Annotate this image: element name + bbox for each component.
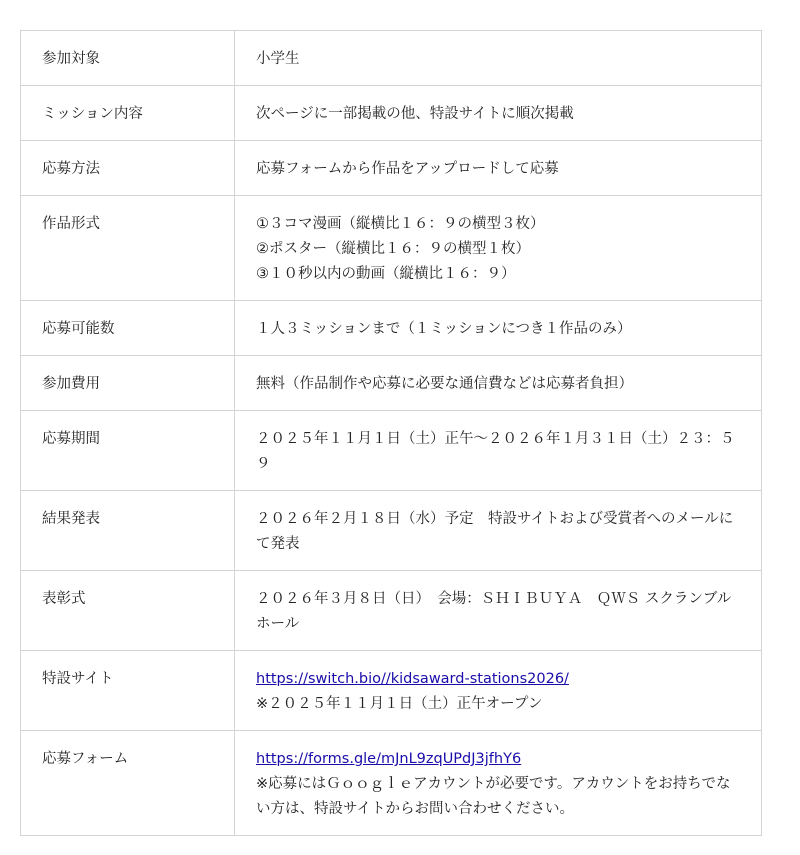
row-value-text: ②ポスター（縦横比１６：９の横型１枚） — [256, 241, 530, 257]
row-value — [235, 196, 762, 301]
table-row-target — [21, 31, 762, 86]
table-row-form — [21, 731, 762, 836]
row-label: 応募期間 — [21, 411, 235, 491]
row-value-text: ２０２５年１１月１日（土）正午〜２０２６年１月３１日（土）２３：５９ — [256, 431, 735, 472]
row-value-text: ２０２６年２月１８日（水）予定 特設サイトおよび受賞者へのメールにて発表 — [256, 511, 734, 552]
row-value-text: 小学生 — [256, 51, 300, 67]
row-value — [235, 411, 762, 491]
table-row-format — [21, 196, 762, 301]
row-label: 表彰式 — [21, 571, 235, 651]
row-value-text: ２０２６年３月８日（日） 会場：ＳＨＩＢＵＹＡ ＱＷＳ スクランブルホール — [256, 591, 732, 632]
table-row-method — [21, 141, 762, 196]
table-row-period — [21, 411, 762, 491]
info-table — [20, 30, 762, 836]
row-value-text: ※応募にはＧｏｏｇｌｅアカウントが必要です。アカウントをお持ちでない方は、特設サイトからお問い合わせください。 — [256, 776, 731, 817]
row-label: 特設サイト — [21, 651, 235, 731]
table-row-ceremony — [21, 571, 762, 651]
row-value-text: 次ページに一部掲載の他、特設サイトに順次掲載 — [256, 106, 574, 122]
row-value — [235, 31, 762, 86]
row-value-text: ①３コマ漫画（縦横比１６：９の横型３枚） — [256, 216, 545, 232]
table-row-result — [21, 491, 762, 571]
row-label: 参加費用 — [21, 356, 235, 411]
row-value — [235, 86, 762, 141]
special-site-link[interactable]: https://switch.bio//kidsaward-stations2026/ — [256, 671, 569, 687]
row-value — [235, 731, 762, 836]
row-label: 応募可能数 — [21, 301, 235, 356]
row-value-text: ※２０２５年１１月１日（土）正午オープン — [256, 696, 543, 712]
row-value-text: 応募フォームから作品をアップロードして応募 — [256, 161, 559, 177]
row-value-text: １人３ミッションまで（１ミッションにつき１作品のみ） — [256, 321, 632, 337]
table-row-site — [21, 651, 762, 731]
row-value — [235, 651, 762, 731]
table-row-count — [21, 301, 762, 356]
row-value-text: 無料（作品制作や応募に必要な通信費などは応募者負担） — [256, 376, 633, 392]
row-label: 作品形式 — [21, 196, 235, 301]
row-value — [235, 141, 762, 196]
application-form-link[interactable]: https://forms.gle/mJnL9zqUPdJ3jfhY6 — [256, 751, 522, 767]
row-label: 参加対象 — [21, 31, 235, 86]
table-row-fee — [21, 356, 762, 411]
row-value — [235, 301, 762, 356]
row-label: 結果発表 — [21, 491, 235, 571]
row-label: ミッション内容 — [21, 86, 235, 141]
row-value — [235, 571, 762, 651]
row-value — [235, 356, 762, 411]
row-value-text: ③１０秒以内の動画（縦横比１６：９） — [256, 266, 516, 282]
table-row-mission — [21, 86, 762, 141]
row-value — [235, 491, 762, 571]
row-label: 応募フォーム — [21, 731, 235, 836]
row-label: 応募方法 — [21, 141, 235, 196]
